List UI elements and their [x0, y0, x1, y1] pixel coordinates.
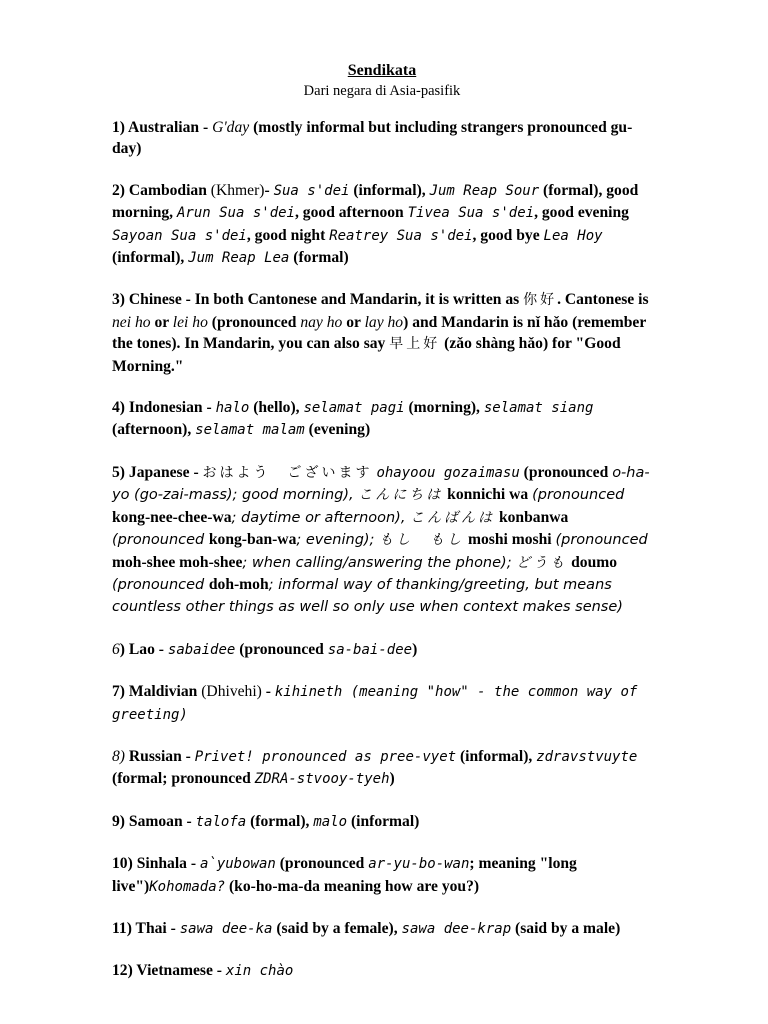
greeting-entry — [112, 746, 652, 791]
entry-text-segment: 8) — [112, 747, 129, 765]
entry-text-segment: Cambodian — [128, 181, 207, 199]
entry-text-segment: - — [186, 855, 200, 873]
entry-text-segment: ) — [119, 640, 129, 658]
entry-text-segment: もし もし — [379, 532, 465, 549]
entry-text-segment: Lea Hoy — [543, 227, 603, 244]
entry-text-segment: 3) — [112, 291, 129, 309]
entry-text-segment: ; meaning "long live") — [112, 855, 577, 895]
entry-text-segment: Arun Sua s'dei — [176, 205, 295, 222]
entry-text-segment: Reatrey Sua s'dei — [329, 227, 473, 244]
entry-text-segment: (pronounced — [112, 532, 209, 549]
entry-text-segment: , good afternoon — [295, 204, 408, 222]
greeting-list — [112, 117, 652, 983]
entry-text-segment: zdravstvuyte — [536, 748, 638, 765]
entry-text-segment: or — [342, 313, 365, 331]
entry-text-segment: konnichi wa — [443, 486, 533, 504]
entry-text-segment: (pronounced — [235, 640, 328, 658]
greeting-entry — [112, 811, 652, 833]
entry-text-segment: ) and Mandarin is nǐ hǎo (remember the tones). In Mandarin, you can also say — [112, 313, 646, 353]
entry-text-segment: - — [181, 747, 195, 765]
entry-text-segment: 你好 — [523, 292, 558, 309]
entry-text-segment: (formal) — [289, 249, 349, 267]
entry-text-segment: Kohomada? — [149, 878, 226, 895]
entry-text-segment: (informal), — [456, 747, 537, 765]
entry-text-segment: (said by a male) — [511, 919, 621, 937]
entry-text-segment: (Dhivehi) — [197, 683, 262, 701]
document-page — [112, 60, 652, 983]
entry-text-segment: Jum Reap Sour — [429, 182, 540, 199]
entry-text-segment: 5) — [112, 463, 129, 481]
entry-text-segment: Russian — [128, 747, 182, 765]
entry-text-segment: (formal), — [246, 812, 314, 830]
entry-text-segment: (said by a female), — [272, 919, 402, 937]
greeting-entry — [112, 639, 652, 661]
entry-text-segment: selamat pagi — [303, 400, 405, 417]
entry-text-segment: 2) — [112, 181, 129, 199]
entry-text-segment: 12) — [112, 962, 137, 980]
greeting-entry — [112, 462, 652, 619]
entry-text-segment: moshi moshi — [464, 531, 556, 549]
entry-text-segment: (pronounced — [112, 576, 209, 593]
entry-text-segment: malo — [313, 813, 348, 830]
entry-text-segment: - — [189, 463, 203, 481]
entry-text-segment: (mostly informal but including strangers pronounced gu-day) — [112, 119, 633, 158]
entry-text-segment: . Cantonese is — [557, 291, 649, 309]
entry-text-segment: 7) — [112, 683, 129, 701]
entry-text-segment: Thai — [135, 919, 167, 937]
entry-text-segment: (formal; pronounced — [112, 770, 255, 788]
entry-text-segment: ; evening); — [296, 532, 380, 549]
entry-text-segment: (formal), good morning, — [112, 181, 639, 222]
entry-text-segment: doumo — [567, 553, 618, 571]
entry-text-segment: Jum Reap Lea — [188, 250, 290, 267]
entry-text-segment: xin chào — [225, 963, 294, 980]
entry-text-segment: kong-ban-wa — [208, 531, 297, 549]
entry-text-segment: or — [150, 313, 173, 331]
entry-text-segment: lei ho — [172, 313, 208, 331]
entry-text-segment: (zǎo shàng hǎo) for "Good Morning." — [112, 335, 621, 375]
entry-text-segment: (pronounced — [555, 532, 648, 549]
entry-text-segment: kihineth (meaning "how" - the common way of greeting) — [112, 684, 638, 723]
entry-text-segment: (afternoon), — [112, 421, 196, 439]
greeting-entry — [112, 853, 652, 898]
entry-text-segment: o-ha-yo (go-zai-mass); good morning), — [112, 464, 650, 504]
entry-text-segment: kong-nee-chee-wa — [112, 508, 232, 526]
greeting-entry — [112, 960, 652, 982]
entry-text-segment: - — [154, 640, 168, 658]
entry-text-segment: Australian - — [128, 119, 213, 136]
entry-text-segment: selamat malam — [195, 422, 305, 439]
entry-text-segment: - — [202, 399, 216, 417]
entry-text-segment: どうも — [516, 554, 568, 571]
entry-text-segment: こんばんは — [410, 509, 496, 526]
entry-text-segment: sabaidee — [167, 641, 236, 658]
entry-text-segment: ; when calling/answering the phone); — [242, 554, 517, 571]
entry-text-segment: Chinese — [128, 291, 182, 309]
entry-text-segment: konbanwa — [495, 508, 569, 526]
entry-text-segment: nei ho — [112, 313, 151, 331]
entry-text-segment: a`yubowan — [199, 856, 276, 873]
entry-text-segment: Indonesian — [128, 399, 203, 417]
entry-text-segment: ) — [412, 640, 418, 658]
document-subtitle: Dari negara di Asia-pasifik — [303, 83, 461, 99]
entry-text-segment: Tivea Sua s'dei — [407, 205, 535, 222]
entry-text-segment: 10) — [112, 855, 137, 873]
entry-text-segment: (Khmer) — [206, 181, 265, 199]
entry-text-segment: , good evening — [534, 204, 629, 222]
document-title: Sendikata — [347, 62, 417, 79]
entry-text-segment: Japanese — [128, 463, 190, 481]
greeting-entry — [112, 117, 652, 160]
greeting-entry — [112, 681, 652, 726]
entry-text-segment: 11) — [112, 919, 136, 937]
entry-text-segment: , good bye — [472, 226, 544, 244]
entry-text-segment: ZDRA-stvooy-tyeh — [254, 771, 390, 788]
entry-text-segment: ) — [389, 770, 395, 788]
entry-text-segment: (pronounced — [275, 855, 369, 873]
greeting-entry — [112, 289, 652, 377]
entry-text-segment: (morning), — [404, 399, 484, 417]
entry-text-segment: (pronounced — [532, 487, 625, 504]
entry-text-segment: lay ho — [364, 313, 404, 331]
entry-text-segment: , good night — [246, 226, 330, 244]
entry-text-segment: - — [182, 812, 196, 830]
entry-text-segment: ohayoou gozaimasu — [376, 464, 520, 481]
entry-text-segment: sawa dee-krap — [401, 920, 512, 937]
greeting-entry — [112, 397, 652, 442]
entry-text-segment: (evening) — [304, 421, 371, 439]
entry-text-segment: Samoan — [128, 812, 183, 830]
entry-text-segment: sawa dee-ka — [179, 920, 273, 937]
entry-text-segment: おはよう ございます — [202, 464, 373, 481]
entry-text-segment: doh-moh — [208, 575, 269, 593]
entry-text-segment: Privet! pronounced as pree-vyet — [194, 748, 457, 765]
entry-text-segment: (informal), — [349, 181, 430, 199]
entry-text-segment: (informal), — [112, 249, 189, 267]
entry-text-segment: nay ho — [300, 313, 343, 331]
entry-text-segment: Maldivian — [128, 683, 198, 701]
entry-text-segment: ; informal way of thanking/greeting, but means countless other things as well so only use when context makes sense) — [112, 576, 623, 616]
entry-text-segment: (hello), — [249, 399, 304, 417]
entry-text-segment: - — [166, 919, 180, 937]
entry-text-segment: Sinhala — [136, 855, 187, 873]
entry-text-segment: ar-yu-bo-wan — [368, 856, 470, 873]
entry-text-segment: Sayoan Sua s'dei — [112, 227, 247, 244]
entry-text-segment: Lao — [128, 640, 155, 658]
entry-text-segment: Sua s'dei — [273, 182, 350, 199]
entry-text-segment: - — [212, 962, 226, 980]
entry-text-segment: G'day — [212, 119, 250, 136]
entry-text-segment: moh-shee moh-shee — [112, 553, 243, 571]
entry-text-segment: こんにちは — [358, 487, 444, 504]
entry-text-segment: halo — [215, 400, 250, 417]
entry-text-segment: (ko-ho-ma-da meaning how are you?) — [225, 877, 480, 895]
entry-text-segment: 4) — [112, 399, 129, 417]
entry-text-segment: selamat siang — [483, 400, 594, 417]
entry-text-segment: 1) — [112, 119, 129, 136]
entry-text-segment: sa-bai-dee — [327, 641, 413, 658]
entry-text-segment: (pronounced — [519, 463, 613, 481]
entry-text-segment: 6 — [112, 640, 120, 658]
entry-text-segment: (pronounced — [207, 313, 301, 331]
entry-text-segment: ; daytime or afternoon), — [231, 509, 411, 526]
entry-text-segment: Vietnamese — [136, 962, 213, 980]
entry-text-segment: - In both Cantonese and Mandarin, it is written as — [181, 291, 524, 309]
greeting-entry — [112, 180, 652, 270]
entry-text-segment: - — [261, 683, 275, 701]
entry-text-segment: (informal) — [347, 812, 420, 830]
entry-text-segment: 早上好 — [389, 336, 441, 353]
entry-text-segment: 9) — [112, 812, 129, 830]
entry-text-segment: - — [264, 181, 274, 199]
greeting-entry — [112, 918, 652, 940]
entry-text-segment: talofa — [195, 813, 247, 830]
